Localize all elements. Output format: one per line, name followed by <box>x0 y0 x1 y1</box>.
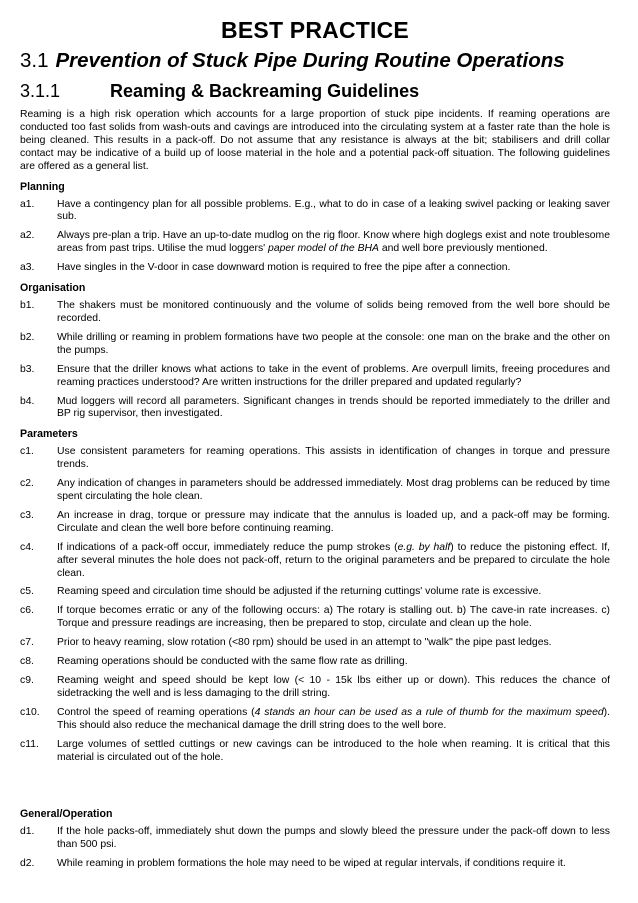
item-label: c5. <box>20 586 34 598</box>
item-text: Prior to heavy reaming, slow rotation (<80 rpm) should be used in an attempt to "walk" the pipe past ledges. <box>57 637 552 649</box>
list-item <box>20 707 610 733</box>
item-text: An increase in drag, torque or pressure may indicate that the annulus is loaded up, and a pack-off may be forming. Circulate and clean the well bore before continuing reaming. <box>57 509 610 534</box>
item-text: Have singles in the V-door in case downward motion is required to free the pipe after a connection. <box>57 262 511 274</box>
item-label: c1. <box>20 446 34 458</box>
item-label: a3. <box>20 262 35 274</box>
item-text: While reaming in problem formations the hole may need to be wiped at regular intervals, if conditions require it. <box>57 858 566 870</box>
list-item <box>20 364 610 390</box>
list-item <box>20 332 610 358</box>
item-text <box>57 707 610 733</box>
item-label: d1. <box>20 826 35 838</box>
subsection-title: Reaming & Backreaming Guidelines <box>110 81 420 101</box>
general-heading: General/Operation <box>20 808 113 821</box>
item-label: c2. <box>20 478 34 490</box>
list-item <box>20 300 610 326</box>
planning-heading: Planning <box>20 180 65 193</box>
list-item <box>20 478 610 504</box>
list-item <box>20 446 610 472</box>
list-item <box>20 542 610 581</box>
item-text: Ensure that the driller knows what actions to take in the event of problems. Are overpull limits, freeing procedures and reaming practices understood? Are written instructions for the driller prepared and updated regularly? <box>57 363 610 388</box>
item-label: c3. <box>20 509 34 521</box>
item-text <box>57 542 610 581</box>
item-text: If torque becomes erratic or any of the following occurs: a) The rotary is stalling out. b) The cave-in rate increases. c) Torque and pressure readings are increasing, then be prepared to stop, circulate and clean up the hole. <box>57 605 610 630</box>
item-text: Large volumes of settled cuttings or new cavings can be introduced to the hole when reaming. It is critical that this material is circulated out of the hole. <box>57 738 610 763</box>
section-heading <box>20 48 610 73</box>
list-item <box>20 396 610 422</box>
item-text: Have a contingency plan for all possible problems. E.g., what to do in case of a leaking swivel packing or leaking saver sub. <box>57 198 610 223</box>
item-text-italic: e.g. by half <box>397 541 451 553</box>
list-item <box>20 826 610 852</box>
item-label: a1. <box>20 198 35 210</box>
item-text: Reaming speed and circulation time should be adjusted if the returning cuttings' volume rate is excessive. <box>57 586 542 598</box>
parameters-heading: Parameters <box>20 428 78 441</box>
item-label: b2. <box>20 331 35 343</box>
item-label: b3. <box>20 363 35 375</box>
item-text-part: Control the speed of reaming operations ( <box>57 706 255 718</box>
item-label: d2. <box>20 858 35 870</box>
list-item <box>20 199 610 225</box>
item-label: c10. <box>20 706 40 718</box>
list-item <box>20 675 610 701</box>
item-text-italic: 4 stands an hour can be used as a rule of thumb for the maximum speed <box>254 706 604 718</box>
item-text: Use consistent parameters for reaming operations. This assists in identification of changes in torque and pressure trends. <box>57 446 610 471</box>
subsection-heading <box>20 80 610 102</box>
list-item <box>20 739 610 765</box>
list-item <box>20 262 610 275</box>
item-text: Reaming weight and speed should be kept low (< 10 - 15k lbs either up or down). This reduces the chance of sidetracking the well and is less damaging to the drill string. <box>57 675 610 699</box>
item-label: a2. <box>20 230 35 242</box>
item-text-part: If indications of a pack-off occur, immediately reduce the pump strokes ( <box>57 541 398 553</box>
item-text-italic: paper model of the BHA <box>268 243 379 255</box>
item-text <box>57 230 610 256</box>
item-text-part: ). This should also reduce the mechanical damage the drill string does to the well bore. <box>57 706 610 731</box>
item-text: If the hole packs-off, immediately shut down the pumps and slowly bleed the pressure under the pack-off down to less than 500 psi. <box>57 826 610 851</box>
item-label: b1. <box>20 300 35 312</box>
item-text-part: ) to reduce the pistoning effect. If, after several minutes the hole does not pack-off, return to the original parameters and be prepared to circulate the hole clean. <box>57 541 610 579</box>
organisation-heading: Organisation <box>20 282 86 295</box>
item-label: b4. <box>20 395 35 407</box>
list-item <box>20 858 610 871</box>
item-text: Reaming operations should be conducted with the same flow rate as drilling. <box>57 656 408 668</box>
item-text: Mud loggers will record all parameters. Significant changes in trends should be reported immediately to the driller and BP rig supervisor, then investigated. <box>57 395 610 420</box>
item-label: c4. <box>20 541 34 553</box>
item-label: c7. <box>20 637 34 649</box>
section-number: 3.1 <box>20 49 49 72</box>
page-title: BEST PRACTICE <box>221 17 409 43</box>
list-item <box>20 656 610 669</box>
list-item <box>20 586 610 599</box>
list-item <box>20 510 610 536</box>
item-label: c9. <box>20 675 34 686</box>
list-item <box>20 230 610 256</box>
item-text: Any indication of changes in parameters should be addressed immediately. Most drag problems can be reduced by time spent circulating the hole clean. <box>57 478 610 503</box>
item-text-part: and well bore previously mentioned. <box>378 243 548 255</box>
item-label: c6. <box>20 605 34 617</box>
intro-paragraph: Reaming is a high risk operation which accounts for a large proportion of stuck pipe incidents. If reaming operations are conducted too fast solids from wash-outs and cavings are introduced into the circulating system at a faster rate than the hole is being cleaned. This results in a pack-off. Do not assume that any resistance is always at the bit; stabilisers and drill collar contact may be indicative of a build up of loose material in the hole and a potential pack-off situation. The following guidelines are offered as a general list. <box>20 109 610 172</box>
list-item <box>20 637 610 650</box>
item-text: The shakers must be monitored continuously and the volume of solids being removed from the well bore should be recorded. <box>57 300 610 324</box>
item-text-part: Always pre-plan a trip. Have an up-to-date mudlog on the rig floor. Know where high doglegs exist and note troublesome areas from past trips. Utilise the mud loggers' <box>57 230 610 255</box>
item-text: While drilling or reaming in problem formations have two people at the console: one man on the brake and the other on the pumps. <box>57 331 610 356</box>
list-item <box>20 605 610 631</box>
item-label: c8. <box>20 656 34 668</box>
item-label: c11. <box>20 738 39 750</box>
section-title: Prevention of Stuck Pipe During Routine Operations <box>55 49 565 72</box>
subsection-number: 3.1.1 <box>20 81 61 101</box>
